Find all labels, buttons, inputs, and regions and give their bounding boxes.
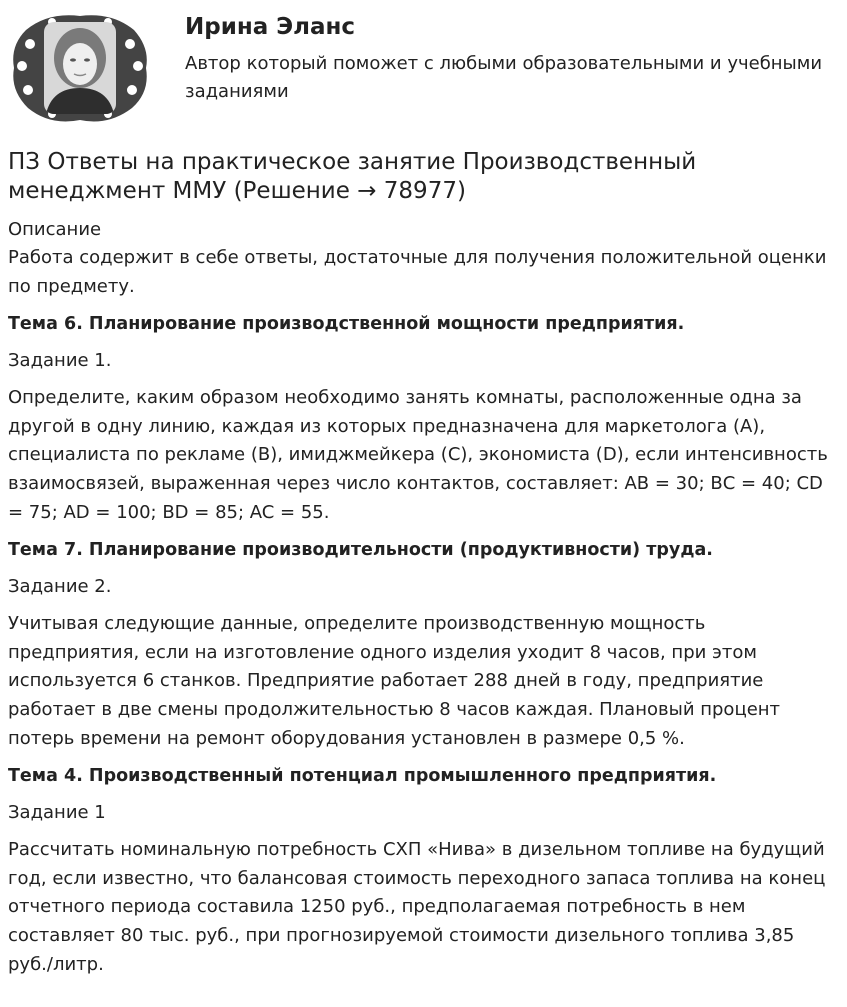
- author-header: [0, 0, 847, 130]
- author-description: Автор который поможет с любыми образовательными и учебными заданиями: [185, 53, 823, 102]
- task-text: Рассчитать номинальную потребность СХП «Нива» в дизельном топливе на будущий год, если известно, что балансовая стоимость переходного запаса топлива на конец отчетного периода составила 1250 руб., предполагаемая потребность в нем составляет 80 тыс. руб., при прогнозируемой стоимости дизельного топлива 3,85 руб./литр.: [8, 839, 826, 975]
- task-label: Задание 1.: [8, 350, 112, 372]
- document-content: [8, 148, 840, 988]
- page-title: ПЗ Ответы на практическое занятие Производственный менеджмент ММУ (Решение → 78977): [8, 149, 697, 204]
- film-frame-avatar-icon: [8, 8, 152, 126]
- section-3: [8, 762, 840, 979]
- section-1: [8, 310, 840, 527]
- topic-heading: Тема 6. Планирование производственной мощности предприятия.: [8, 314, 685, 335]
- task-text: Учитывая следующие данные, определите производственную мощность предприятия, если на изготовление одного изделия уходит 8 часов, при этом используется 6 станков. Предприятие работает 288 дней в году, предприятие работает в две смены продолжительностью 8 часов каждая. Плановый процент потерь времени на ремонт оборудования установлен в размере 0,5 %.: [8, 613, 781, 749]
- section-2: [8, 536, 840, 753]
- author-name[interactable]: Ирина Эланс: [185, 14, 356, 40]
- author-avatar[interactable]: [8, 8, 152, 126]
- description-label: Описание: [8, 219, 102, 240]
- topic-heading: Тема 4. Производственный потенциал промышленного предприятия.: [8, 766, 717, 787]
- description-text: Работа содержит в себе ответы, достаточные для получения положительной оценки по предмету.: [8, 247, 827, 297]
- topic-heading: Тема 7. Планирование производительности (продуктивности) труда.: [8, 540, 713, 561]
- task-label: Задание 2.: [8, 576, 112, 598]
- task-text: Определите, каким образом необходимо занять комнаты, расположенные одна за другой в одну линию, каждая из которых предназначена для маркетолога (А), специалиста по рекламе (В), имиджмейкера (С), экономиста (D), если интенсивность взаимосвязей, выраженная через число контактов, составляет: АВ = 30; ВС = 40; CD = 75; AD = 100; BD = 85; AC = 55.: [8, 387, 828, 523]
- task-label: Задание 1: [8, 802, 106, 824]
